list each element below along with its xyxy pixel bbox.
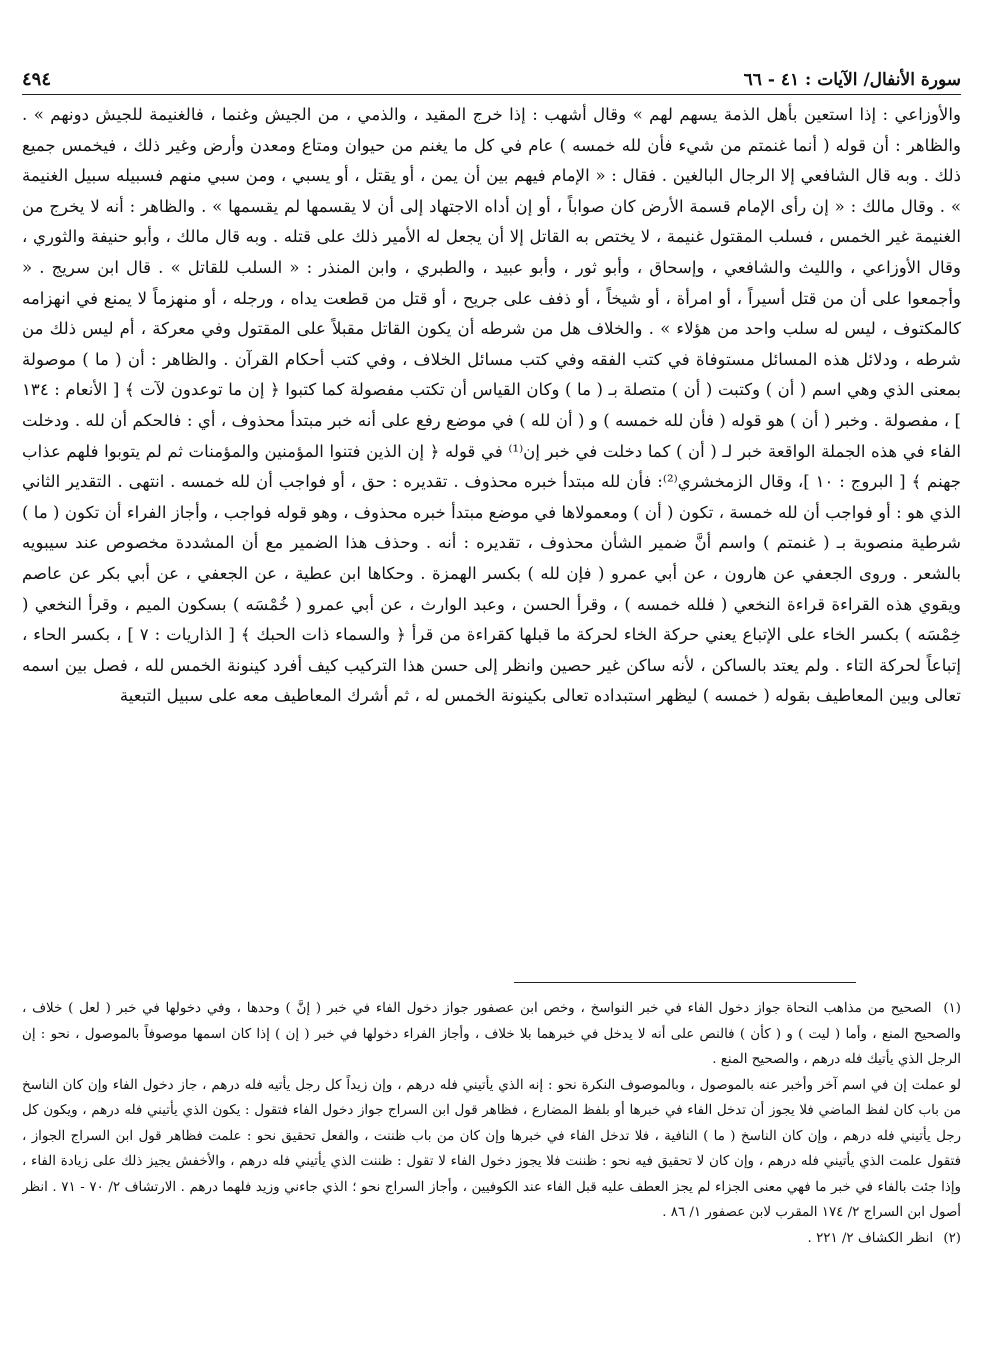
- footnote-2-number: (٢): [943, 1230, 961, 1246]
- footnote-1-paragraph-1: [22, 996, 961, 1073]
- footnotes: [22, 996, 961, 1326]
- footnote-1-number: (١): [943, 1001, 961, 1016]
- footnote-1-text-continued: لو عملت إن في اسم آخر وأخبر عنه بالموصول ، وبالموصوف النكرة نحو : إنه الذي يأتيني فله درهم ، وإن زيداً كل رجل يأتيه فله درهم ، جاز دخول الفاء وإن كان الناسخ من باب كان لفظ الماضي فلا يجوز أن تدخل الفاء في خبرها أو بلفظ المضارع ، فظاهر قول ابن السراج جواز دخول الفاء فتقول : يكون الذي يأتيني فله درهم ، ويكون كل رجل يأتيني فله درهم ، وإن كان الناسخ ( ما ) النافية ، فلا تدخل الفاء في خبرها وإن كان من باب ظننت ، والفعل تحقيق نحو : علمت فظاهر قول ابن السراج الجواز ، فتقول علمت الذي يأتيني فله درهم ، وإن كان لا تحقيق فيه نحو : ظننت فلا يجوز دخول الفاء لا تقول : ظننت الذي يأتيني فله درهم ، والأخفش يجيز ذلك على زيادة الفاء ، وإذا جئت بالفاء في خبر ما فهي معنى الجزاء لم يجز العطف عليه قبل الفاء عند الكوفيين ، وأجاز السراج نحو ؛ الذي جاءني وزيد فلهما درهم . الارتشاف ٢/ ٧٠ - ٧١ . انظر أصول ابن السراج ٢/ ١٧٤ المقرب لابن عصفور ١/ ٨٦ .: [22, 1077, 961, 1220]
- footnote-1-paragraph-2: [22, 1073, 961, 1226]
- page-header: [22, 60, 961, 95]
- running-title: سورة الأنفال/ الآيات : ٤١ - ٦٦: [743, 70, 961, 90]
- footnote-2-text: انظر الكشاف ٢/ ٢٢١ .: [807, 1230, 934, 1246]
- footnote-2: [22, 1226, 961, 1252]
- page-number: ٤٩٤: [22, 69, 52, 90]
- footnote-separator: [514, 982, 856, 983]
- body-text: والأوزاعي : إذا استعين بأهل الذمة يسهم لهم » وقال أشهب : إذا خرج المقيد ، والذمي ، من الجيش وغنما ، فالغنيمة للجيش دونهم » . والظاهر : أن قوله ( أنما غنمتم من شيء فأن لله خمسه ) عام في كل ما يغنم من حيوان ومتاع ومعدن وأرض وغير ذلك ، فيخمس جميع ذلك . وبه قال الشافعي إلا الرجال البالغين . فقال : « الإمام فيهم بين أن يمن ، أو يقتل ، أو يسبي ، ومن سبي منهم فسبيله سبيل الغنيمة » . وقال مالك : « إن رأى الإمام قسمة الأرض كان صواباً ، أو إن أداه الاجتهاد إلى أن لا يقسمها لم يقسمها » . والظاهر : أنه لا يخرج من الغنيمة غير الخمس ، فسلب المقتول غنيمة ، لا يختص به القاتل إلا أن يجعل له الأمير ذلك على قتله . وبه قال مالك ، وأبو حنيفة والثوري ، وقال الأوزاعي ، والليث والشافعي ، وإسحاق ، وأبو ثور ، وأبو عبيد ، والطبري ، وابن المنذر : « السلب للقاتل » . قال ابن سريج . « وأجمعوا على أن من قتل أسيراً ، أو امرأة ، أو شيخاً ، أو ذفف على جريح ، أو قتل من قطعت يداه ، ورجله ، أو منهزماً لا يمنع في انهزامه كالمكتوف ، ليس له سلب واحد من هؤلاء » . والخلاف هل من شرطه أن يكون القاتل مقبلاً على المقتول وفي معركة ، أم ليس ذلك من شرطه ، ودلائل هذه المسائل مستوفاة في كتب الفقه وفي كتب مسائل الخلاف ، وفي كتب أحكام القرآن . والظاهر : أن ( ما ) موصولة بمعنى الذي وهي اسم ( أن ) وكتبت ( أن ) متصلة بـ ( ما ) وكان القياس أن تكتب مفصولة كما كتبوا ﴿ إن ما توعدون لآت ﴾ [ الأنعام : ١٣٤ ] ، مفصولة . وخبر ( أن ) هو قوله ( فأن لله خمسه ) و ( أن لله ) في موضع رفع على أنه خبر مبتدأ محذوف ، أي : فالحكم أن لله . ودخلت الفاء في هذه الجملة الواقعة خبر لـ ( أن ) كما دخلت في خبر إن⁽¹⁾ في قوله ﴿ إن الذين فتنوا المؤمنين والمؤمنات ثم لم يتوبوا فلهم عذاب جهنم ﴾ [ البروج : ١٠ ]، وقال الزمخشري⁽²⁾: فأن لله مبتدأ خبره محذوف . تقديره : حق ، أو فواجب أن لله خمسه . انتهى . التقدير الثاني الذي هو : أو فواجب أن لله خمسة ، تكون ( أن ) ومعمولاها في موضع مبتدأ خبره محذوف ، وهو قوله فواجب ، وأجاز الفراء أن تكون ( ما ) شرطية منصوبة بـ ( غنمتم ) واسم أنَّ ضمير الشأن محذوف ، تقديره : أنه . وحذف هذا الضمير مع أن المشددة مخصوص عند سيبويه بالشعر . وروى الجعفي عن هارون ، عن أبي عمرو ( فإن لله ) بكسر الهمزة . وحكاها ابن عطية ، عن الجعفي ، عن أبي بكر عن عاصم ويقوي هذه القراءة قراءة النخعي ( فلله خمسه ) ، وقرأ الحسن ، وعبد الوارث ، عن أبي عمرو ( خُمْسَه ) بسكون الميم ، وقرأ النخعي ( خِمْسَه ) بكسر الخاء على الإتباع يعني حركة الخاء لحركة ما قبلها كقراءة من قرأ ﴿ والسماء ذات الحبك ﴾ [ الذاريات : ٧ ] ، بكسر الحاء ، إتباعاً لحركة التاء . ولم يعتد بالساكن ، لأنه ساكن غير حصين وانظر إلى حسن هذا التركيب كيف أفرد كينونة الخمس لله ، فصل بين اسمه تعالى وبين المعاطيف بقوله ( خمسه ) ليظهر استبداده تعالى بكينونة الخمس له ، ثم أشرك المعاطيف معه على سبيل التبعية: [22, 105, 961, 706]
- footnote-1-text: الصحيح من مذاهب النحاة جواز دخول الفاء في خبر النواسخ ، وخص ابن عصفور جواز دخول الفاء في خبر ( إنَّ ) وحدها ، وفي دخولها في خبر ( لعل ) خلاف ، والصحيح المنع ، وأما ( ليت ) و ( كأن ) فالنص على أنه لا يدخل في خبرهما بلا خلاف ، وأجاز الفراء دخولها في خبر ( إن ) إذا كان اسمها موصوفاً بالموصول ، نحو : إن الرجل الذي يأتيك فله درهم ، والصحيح المنع .: [22, 1001, 961, 1067]
